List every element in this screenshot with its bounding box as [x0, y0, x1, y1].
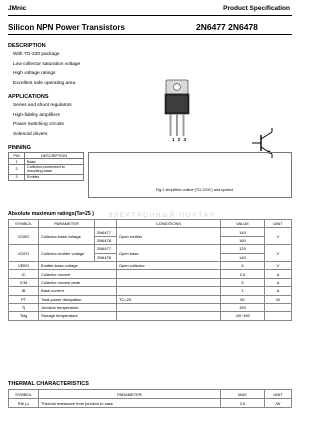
table-header: UNIT — [265, 220, 292, 228]
value-cell: 5 — [221, 261, 265, 269]
pinning-heading: PINNING — [8, 145, 31, 151]
part-cell: 2N6477 — [95, 245, 117, 253]
absmax-heading: Absolute maximum ratings(Ta=25 ) — [8, 211, 94, 217]
table-row — [9, 165, 84, 175]
value-cell: 140 — [221, 253, 265, 261]
table-row — [9, 245, 292, 253]
watermark-text: ЭЛЕКТРОННЫЙ ПОРТАЛ — [108, 213, 216, 219]
spec-label: Product Specification — [223, 5, 290, 12]
brand-label: JMnic — [8, 5, 27, 12]
pin-cell: 2 — [9, 165, 25, 175]
conditions-cell — [117, 287, 221, 295]
symbol-cell: VCBO — [9, 228, 39, 245]
parameter-cell: Total power dissipation — [39, 295, 117, 303]
conditions-cell — [117, 303, 221, 311]
desc-cell: Collector;connected to mounting base — [25, 165, 84, 175]
list-item: High voltage ratings — [13, 71, 56, 76]
unit-cell — [265, 312, 292, 320]
list-item: Solenoid drivers — [13, 131, 48, 137]
pinning-table — [8, 152, 84, 181]
list-item: With TO-220 package — [13, 52, 60, 57]
max-cell: 2.5 — [221, 399, 265, 408]
symbol-cell: PT — [9, 295, 39, 303]
unit-cell — [265, 303, 292, 311]
table-row — [9, 228, 292, 236]
symbol-cell: Tstg — [9, 312, 39, 320]
part-cell: 2N6477 — [95, 228, 117, 236]
symbol-cell: VEBO — [9, 261, 39, 269]
parameter-cell: Thermal resistance from junction to case — [39, 399, 221, 408]
table-header-row — [9, 390, 292, 399]
conditions-cell: Open collector — [117, 261, 221, 269]
table-header: VALUE — [221, 220, 265, 228]
table-row — [9, 278, 292, 286]
desc-cell: Base — [25, 159, 84, 165]
table-header: PARAMETER — [39, 390, 221, 399]
symbol-cell: Rth j-c — [9, 399, 39, 408]
pin-cell: 3 — [9, 174, 25, 180]
table-header: SYMBOL — [9, 220, 39, 228]
table-row — [9, 270, 292, 278]
parameter-cell: Base current — [39, 287, 117, 295]
conditions-cell — [117, 312, 221, 320]
page-title: Silicon NPN Power Transistors — [8, 23, 125, 32]
thermal-table — [8, 389, 292, 408]
part-cell: 2N6478 — [95, 253, 117, 261]
table-row — [9, 303, 292, 311]
table-header: SYMBOL — [9, 390, 39, 399]
conditions-cell: Open base — [117, 245, 221, 262]
parameter-cell: Junction temperature — [39, 303, 117, 311]
table-row — [9, 295, 292, 303]
table-header: UNIT — [265, 390, 292, 399]
table-row — [9, 399, 292, 408]
symbol-cell: IC — [9, 270, 39, 278]
list-item: Series and shunt regulators — [13, 103, 72, 108]
unit-cell: A — [265, 270, 292, 278]
table-header: CONDITIONS — [117, 220, 221, 228]
title-rule — [8, 34, 292, 35]
parameter-cell: Emitter-base voltage — [39, 261, 117, 269]
unit-cell: V — [265, 245, 292, 262]
unit-cell: A — [265, 287, 292, 295]
pin-cell: 1 — [9, 159, 25, 165]
part-cell: 2N6478 — [95, 236, 117, 244]
table-row — [9, 174, 84, 180]
value-cell: 5 — [221, 278, 265, 286]
table-header: PARAMETER — [39, 220, 95, 228]
thermal-heading: THERMAL CHARACTERISTICS — [8, 381, 89, 387]
symbol-cell: Tj — [9, 303, 39, 311]
value-cell: 150 — [221, 303, 265, 311]
value-cell: 50 — [221, 295, 265, 303]
parameter-cell: Storage temperature — [39, 312, 117, 320]
value-cell: 120 — [221, 245, 265, 253]
conditions-cell: TC=25 — [117, 295, 221, 303]
description-heading: DESCRIPTION — [8, 43, 46, 49]
pin-numbers-label: 1 2 3 — [172, 137, 188, 142]
description-list — [13, 50, 80, 88]
part-numbers: 2N6477 2N6478 — [196, 22, 258, 32]
value-cell: -65~150 — [221, 312, 265, 320]
list-item: Excellent safe operating area — [13, 80, 76, 86]
table-header: DESCRIPTION — [25, 153, 84, 159]
list-item: High-fidelity amplifiers — [13, 112, 60, 118]
conditions-cell — [117, 278, 221, 286]
applications-list — [13, 101, 72, 139]
value-cell: 1 — [221, 287, 265, 295]
parameter-cell: Collector-base voltage — [39, 228, 95, 245]
value-cell: 160 — [221, 236, 265, 244]
list-item: Power switching circuits — [13, 122, 64, 127]
value-cell: 2.5 — [221, 270, 265, 278]
applications-heading: APPLICATIONS — [8, 94, 49, 100]
parameter-cell: Collector current — [39, 270, 117, 278]
table-row — [9, 287, 292, 295]
absmax-table — [8, 219, 292, 321]
parameter-cell: Collector current peak — [39, 278, 117, 286]
unit-cell: A — [265, 278, 292, 286]
list-item: Low collector saturation voltage — [13, 61, 81, 67]
unit-cell: W — [265, 295, 292, 303]
table-row — [9, 261, 292, 269]
conditions-cell — [117, 270, 221, 278]
parameter-cell: Collector-emitter voltage — [39, 245, 95, 262]
figure-caption: Fig.1 simplified outline (TO-220C) and symbol — [156, 188, 234, 192]
table-header: PIN — [9, 153, 25, 159]
unit-cell: /W — [265, 399, 292, 408]
unit-cell: V — [265, 228, 292, 245]
desc-cell: Emitter — [25, 174, 84, 180]
symbol-cell: IB — [9, 287, 39, 295]
table-header-row — [9, 220, 292, 228]
table-header: MAX — [221, 390, 265, 399]
conditions-cell: Open emitter — [117, 228, 221, 245]
value-cell: 140 — [221, 228, 265, 236]
symbol-cell: ICM — [9, 278, 39, 286]
to220-package-icon — [158, 78, 198, 144]
table-header — [95, 220, 117, 228]
symbol-cell: VCEO — [9, 245, 39, 262]
header-rule — [8, 15, 292, 16]
table-row — [9, 312, 292, 320]
unit-cell: V — [265, 261, 292, 269]
